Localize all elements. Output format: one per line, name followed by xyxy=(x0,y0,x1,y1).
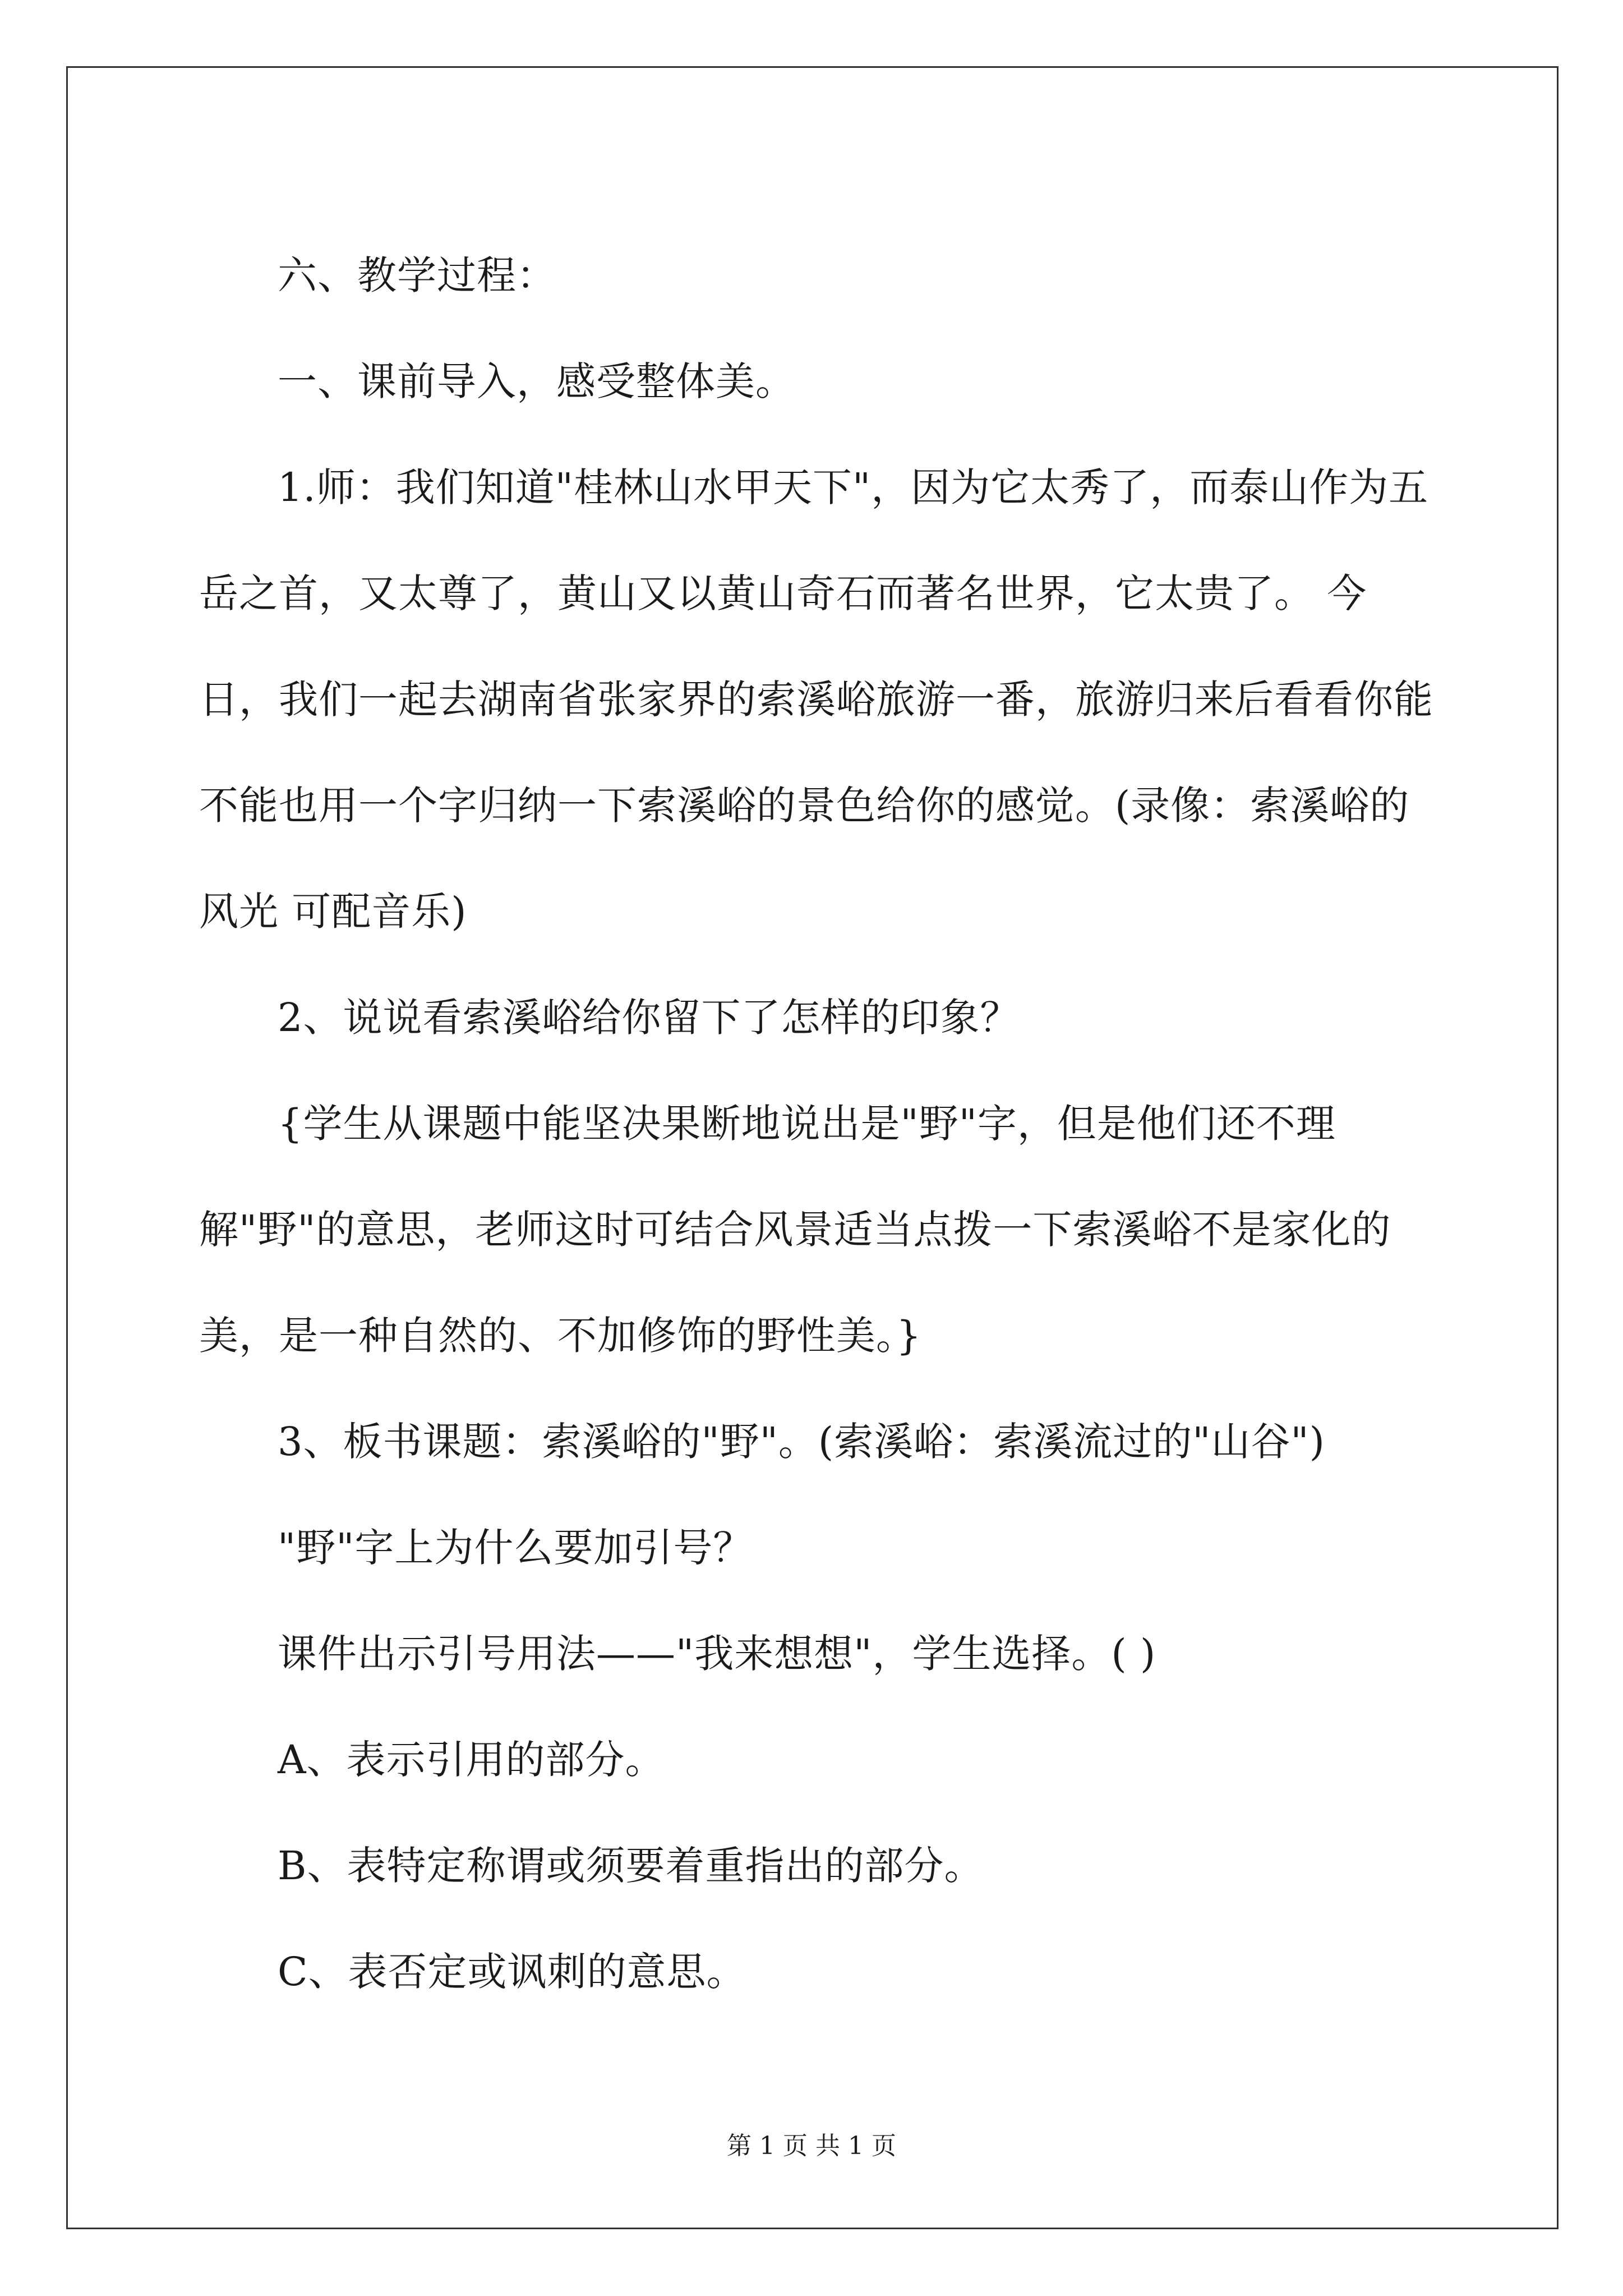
page-number: 第 1 页 共 1 页 xyxy=(727,2132,896,2160)
option-item: A、表示引用的部分。 xyxy=(278,1737,665,1783)
paragraph: 1.师：我们知道"桂林山水甲天下"，因为它太秀了，而泰山作为五岳之首，又太尊了，黄山又以黄山奇石而著名世界，它太贵了。 今日，我们一起去湖南省张家界的索溪峪旅游一番，旅游归来后看看你能不能也用一个字归纳一下索溪峪的景色给你的感觉。(录像：索溪峪的风光 可配音乐) xyxy=(199,464,1433,935)
paragraph: 3、板书课题：索溪峪的"野"。(索溪峪：索溪流过的"山谷") xyxy=(278,1419,1325,1465)
document-body xyxy=(199,223,1438,2025)
section-heading: 六、教学过程： xyxy=(278,252,556,298)
paragraph: {学生从课题中能坚决果断地说出是"野"字，但是他们还不理解"野"的意思，老师这时可结合风景适当点拨一下索溪峪不是家化的美，是一种自然的、不加修饰的野性美。} xyxy=(199,1101,1391,1359)
option-item: C、表否定或讽刺的意思。 xyxy=(278,1949,746,1995)
subsection-heading: 一、课前导入，感受整体美。 xyxy=(278,358,795,404)
option-item: B、表特定称谓或须要着重指出的部分。 xyxy=(278,1843,984,1889)
paragraph: "野"字上为什么要加引号？ xyxy=(278,1525,753,1571)
paragraph: 2、说说看索溪峪给你留下了怎样的印象？ xyxy=(278,995,1020,1041)
paragraph: 课件出示引号用法——"我来想想"，学生选择。( ) xyxy=(278,1631,1156,1677)
